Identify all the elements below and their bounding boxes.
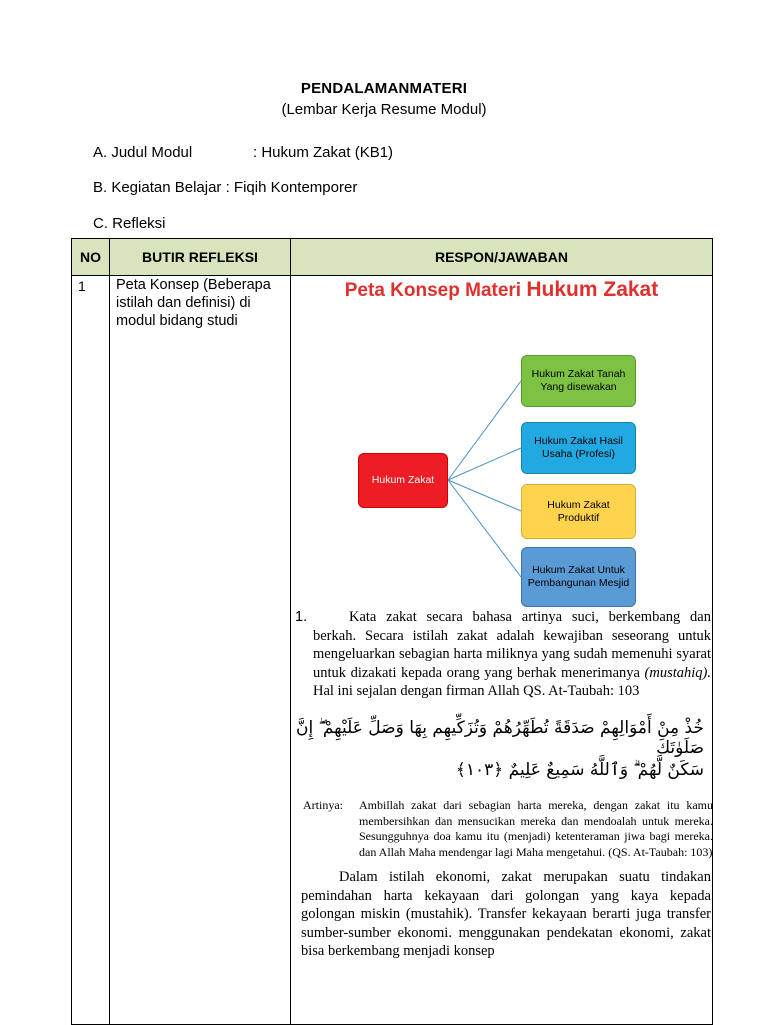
meta-judul-modul [93, 144, 393, 161]
meta-refleksi: C. Refleksi [93, 215, 166, 232]
arabic-verse-line-2: سَكَنٌ لَّهُمْ ۗ وَٱللَّهُ سَمِيعٌ عَلِيمٌ ﴿١٠٣﴾ [455, 760, 704, 780]
meta-judul-value: : Hukum Zakat (KB1) [253, 144, 394, 161]
header-respon: RESPON/JAWABAN [291, 239, 713, 276]
meta-kegiatan-belajar [93, 179, 357, 196]
paragraph-number: 1. [295, 609, 308, 625]
translation-label: Artinya: [303, 798, 343, 812]
concept-map-connectors [291, 276, 718, 616]
document-title: PENDALAMANMATERI [300, 80, 468, 97]
table-header-row [72, 239, 713, 276]
reflection-table [71, 238, 713, 1025]
header-butir: BUTIR REFLEKSI [110, 239, 291, 276]
concept-map-branch-tanah: Hukum Zakat Tanah Yang disewakan [521, 355, 636, 407]
row-butir: Peta Konsep (Beberapa istilah dan definisi) di modul bidang studi [110, 276, 291, 1025]
paragraph-zakat-definition: Kata zakat secara bahasa artinya suci, berkembang dan berkah. Secara istilah zakat adalah kewajiban seseorang untuk mengeluarkan sebagian harta miliknya yang sudah memenuhi syarat untuk dizakati kepada orang yang berhak menerimanya (mustahiq). Hal ini sejalan dengan firman Allah QS. At-Taubah: 103 [313, 609, 711, 699]
table-row [72, 276, 713, 1025]
meta-kegiatan-value: : Fiqih Kontemporer [225, 179, 358, 196]
header-no: NO [72, 239, 110, 276]
concept-map-branch-produktif: Hukum Zakat Produktif [521, 484, 636, 539]
meta-kegiatan-label: B. Kegiatan Belajar [93, 179, 222, 196]
translation-text: Ambillah zakat dari sebagian harta mereka, dengan zakat itu kamu membersihkan dan mensucikan mereka dan mendoalah untuk mereka. Sesungguhnya doa kamu itu (menjadi) ketenteraman jiwa bagi mereka. dan Allah Maha mendengar lagi Maha mengetahui. (QS. At-Taubah: 103) [359, 798, 713, 859]
concept-map-root: Hukum Zakat [358, 453, 448, 508]
arabic-verse-line-1: خُذْ مِنْ أَمْوَالِهِمْ صَدَقَةً تُطَهِّرُهُمْ وَتُزَكِّيهِم بِهَا وَصَلِّ عَلَيْهِمْ ۖ إِنَّ صَلَوٰتَكَ [295, 718, 704, 758]
document-subtitle: (Lembar Kerja Resume Modul) [281, 101, 487, 118]
paragraph-economic: Dalam istilah ekonomi, zakat merupakan suatu tindakan pemindahan harta kekayaan dari golongan yang kaya kepada golongan miskin (mustahik). Transfer kekayaan berarti juga transfer sumber-sumber ekonomi. menggunakan pendekatan ekonomi, zakat bisa berkembang menjadi konsep [301, 869, 711, 959]
row-respon [291, 276, 713, 1025]
meta-judul-label: A. Judul Modul [93, 144, 193, 161]
concept-map-branch-profesi: Hukum Zakat Hasil Usaha (Profesi) [521, 422, 636, 474]
concept-map-title: Peta Konsep Materi Hukum Zakat [344, 278, 659, 301]
row-number: 1 [72, 276, 110, 1025]
concept-map-branch-mesjid: Hukum Zakat Untuk Pembangunan Mesjid [521, 547, 636, 607]
